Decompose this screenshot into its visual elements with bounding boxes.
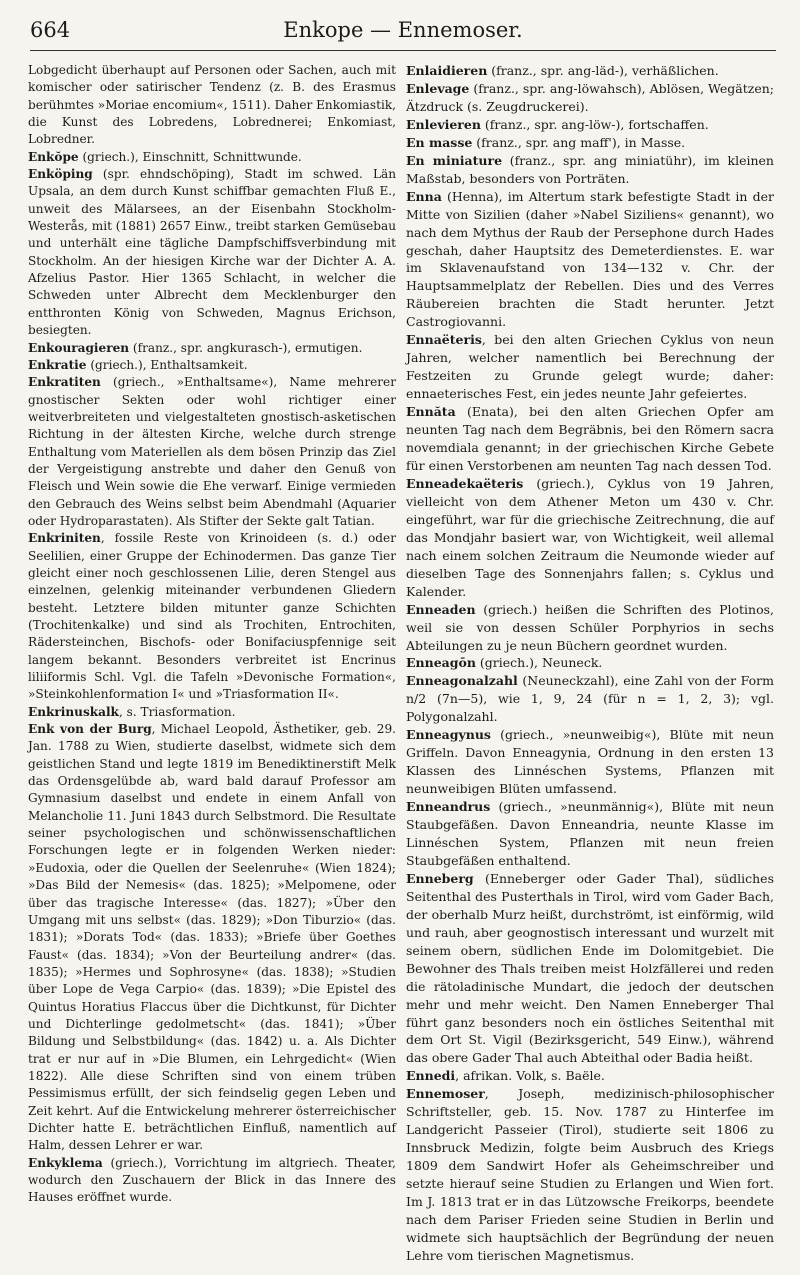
entry-enkouragieren: Enkouragieren (franz., spr. angkurasch-), ermutigen. xyxy=(28,340,363,355)
entry-enkratiten: Enkratiten (griech., »Enthaltsame«), Name mehrerer gnostischer Sekten oder wohl richtiger einer weitverbreiteten und vielgestalteten gnostisch-asketischen Richtung in der ältesten Kirche, welche durch strenge Enthaltung vom Materiellen als dem bösen Prinzip das Ziel der Vergeistigung anstrebte und daher den Genuß von Fleisch und Wein sowie die Ehe verwarf. Einige vermieden den Gebrauch des Weins selbst beim Abendmahl (Aquarier oder Hydroparastaten). Als Stifter der Sekte galt Tatian. xyxy=(28,375,396,528)
entry-enneberg: Enneberg (Enneberger oder Gader Thal), südliches Seitenthal des Pusterthals in Tirol, wird vom Gader Bach, der oberhalb Murz heißt, durchströmt, ist einförmig, wild und rauh, aber geognostisch interessant und wurzelt mit seinem obern, südlichen Ende im Dolomitgebiet. Die Bewohner des Thals treiben meist Holzfällerei und reden die rätoladinische Mundart, die jedoch der deutschen mehr und mehr weicht. Den Namen Enneberger Thal führt ganz besonders noch ein östliches Seitenthal mit dem Ort St. Vigil (Bezirksgericht, 549 Einw.), während das obere Gader Thal auch Abteithal oder Badia heißt. xyxy=(406,870,774,1066)
entry-enlaidieren: Enlaidieren (franz., spr. ang-läd-), verhäßlichen. xyxy=(406,63,719,78)
entry-enkratie: Enkratie (griech.), Enthaltsamkeit. xyxy=(28,357,248,372)
running-head: Enkope — Ennemoser. xyxy=(283,18,523,42)
entry-enk-von-der-burg: Enk von der Burg, Michael Leopold, Ästhetiker, geb. 29. Jan. 1788 zu Wien, studierte daselbst, widmete sich dem geistlichen Stand und legte 1819 im Benediktinerstift Melk das Ordensgelübde ab, ward bald darauf Professor am Gymnasium daselbst und endete in einem Anfall von Melancholie 11. Juni 1843 durch Selbstmord. Die Resultate seiner psychologischen und schönwissenschaftlichen Forschungen legte er in folgenden Werken nieder: »Eudoxia, oder die Quellen der Seelenruhe« (Wien 1824); »Das Bild der Nemesis« (das. 1825); »Melpomene, oder über das tragische Interesse« (das. 1827); »Über den Umgang mit uns selbst« (das. 1829); »Don Tiburzio« (das. 1831); »Dorats Tod« (das. 1833); »Briefe über Goethes Faust« (das. 1834); »Von der Beurteilung andrer« (das. 1835); »Hermes und Sophrosyne« (das. 1838); »Studien über Lope de Vega Carpio« (das. 1839); »Die Epistel des Quintus Horatius Flaccus über die Dichtkunst, für Dichter und Dichterlinge gedolmetscht« (das. 1841); »Über Bildung und Selbstbildung« (das. 1842) u. a. Als Dichter trat er nur auf in »Die Blumen, ein Lehrgedicht« (Wien 1822). Alle diese Schriften sind von einem trüben Pessimismus erfüllt, der sich feindselig gegen Leben und Zeit kehrt. Auf die Entwickelung mehrerer österreichischer Dichter hatte E. beträchtlichen Einfluß, namentlich auf Halm, dessen Lehrer er war. xyxy=(28,722,396,1153)
entry-en-masse: En masse (franz., spr. ang maff'), in Masse. xyxy=(406,134,686,150)
entry-enneagon: Enneagōn (griech.), Neuneck. xyxy=(406,655,603,671)
entry-ennata: Ennăta (Enata), bei den alten Griechen Opfer am neunten Tag nach dem Begräbnis, bei den Römern sacra novemdiala genannt; in der griechischen Kirche Gebete für einen Verstorbenen am neunten Tag nach dessen Tod. xyxy=(406,404,774,473)
page-header xyxy=(30,12,776,51)
right-column xyxy=(406,62,774,1265)
entry-ennedi: Ennedi, afrikan. Volk, s. Baële. xyxy=(406,1068,605,1084)
entry-enna: Enna (Henna), im Altertum stark befestigte Stadt in der Mitte von Sizilien (daher »Nabel Siziliens« genannt), wo nach dem Mythus der Raub der Persephone durch Hades geschah, daher Hauptsitz des Demeterdienstes. E. war im Sklavenaufstand von 134—132 v. Chr. der Hauptsammelplatz der Rebellen. Dies und des Verres Räubereien brachten die Stadt herunter. Jetzt Castrogiovanni. xyxy=(406,188,774,330)
left-column xyxy=(28,62,396,1207)
entry-en-miniature: En miniature (franz., spr. ang miniatühr), im kleinen Maßstab, besonders von Porträten. xyxy=(406,152,774,186)
entry-enneandrus: Enneandrus (griech., »neunmännig«), Blüte mit neun Staubgefäßen. Davon Enneandria, neunte Klasse im Linnéschen System, Pflanzen mit neun freien Staubgefäßen enthaltend. xyxy=(406,799,774,868)
entry-enneaden: Enneaden (griech.) heißen die Schriften des Plotinos, weil sie von dessen Schüler Porphyrios in sechs Abteilungen zu je neun Büchern geordnet wurden. xyxy=(406,601,774,653)
entry-ennemoser: Ennemoser, Joseph, medizinisch-philosophischer Schriftsteller, geb. 15. Nov. 1787 zu Hinterfee im Landgericht Passeier (Tirol), studierte seit 1806 zu Innsbruck Medizin, folgte beim Ausbruch des Kriegs 1809 dem Sandwirt Hofer als Geheimschreiber und setzte hierauf seine Studien zu Erlangen und Wien fort. Im J. 1813 trat er in das Lützowsche Freikorps, beendete nach dem Pariser Frieden seine Studien in Berlin und widmete sich hauptsächlich der Begründung der neuen Lehre vom tierischen Magnetismus. xyxy=(406,1086,774,1263)
entry-enneagonalzahl: Enneagonalzahl (Neuneckzahl), eine Zahl von der Form n/2 (7n—5), wie 1, 9, 24 (für n = 1, 2, 3); vgl. Polygonalzahl. xyxy=(406,673,774,725)
entry-continuation: Lobgedicht überhaupt auf Personen oder Sachen, auch mit komischer oder satirischer Tendenz (z. B. des Erasmus berühmtes »Moriae encomium«, 1511). Daher Enkomiastik, die Kunst des Lobredens, Lobrednerei; Enkomiast, Lobredner. xyxy=(28,63,396,147)
entry-enneagynus: Enneagynus (griech., »neunweibig«), Blüte mit neun Griffeln. Davon Enneagynia, Ordnung in den ersten 13 Klassen des Linnéschen Systems, Pflanzen mit neunweibigen Blüten umfassend. xyxy=(406,727,774,797)
entry-enkrinuskalk: Enkrinuskalk, s. Triasformation. xyxy=(28,704,236,719)
entry-enneadekaeteris: Enneadekaëteris (griech.), Cyklus von 19 Jahren, vielleicht von dem Athener Meton um 430 v. Chr. eingeführt, war für die griechische Zeitrechnung, die auf das Mondjahr basiert war, von Wichtigkeit, weil allemal nach einem solchen Zeitraum die Neumonde wieder auf dieselben Tage des Sonnenjahrs fallen; s. Cyklus und Kalender. xyxy=(406,475,774,599)
entry-enkope: Enkŏpe (griech.), Einschnitt, Schnittwunde. xyxy=(28,149,302,164)
page-number: 664 xyxy=(30,18,71,42)
entry-enkyklema: Enkyklema (griech.), Vorrichtung im altgriech. Theater, wodurch den Zuschauern der Blick in das Innere des Hauses eröffnet wurde. xyxy=(28,1155,396,1205)
entry-enkoeping: Enköping (spr. ehndschöping), Stadt im schwed. Län Upsala, an dem durch Kunst schiffbar gemachten Fluß E., unweit des Mälarsees, an der Eisenbahn Stockholm-Westerås, mit (1881) 2657 Einw., treibt starken Gemüsebau und unterhält eine tägliche Dampfschiffsverbindung mit Stockholm. An der hiesigen Kirche war der Dichter A. A. Afzelius Pastor. Hier 1365 Schlacht, in welcher die Schweden unter Albrecht dem Mecklenburger den entthronten König von Schweden, Magnus Erichson, besiegten. xyxy=(28,167,396,338)
entry-enlevage: Enlevage (franz., spr. ang-löwahsch), Ablösen, Wegätzen; Ätzdruck (s. Zeugdruckerei). xyxy=(406,80,774,114)
entry-ennaeteris: Ennaëteris, bei den alten Griechen Cyklus von neun Jahren, welcher namentlich bei Berechnung der Festzeiten zu Grunde gelegt wurde; daher: ennaeterisches Fest, ein jedes neunte Jahr gefeiertes. xyxy=(406,332,774,402)
entry-enkriniten: Enkriniten, fossile Reste von Krinoideen (s. d.) oder Seelilien, einer Gruppe der Echinodermen. Das ganze Tier gleicht einer noch geschlossenen Lilie, deren Stengel aus einzelnen, gelenkig miteinander verbundenen Gliedern besteht. Letztere bilden mitunter ganze Schichten (Trochitenkalke) und sind als Trochiten, Entrochiten, Rädersteinchen, Bischofs- oder Bonifaciuspfennige seit langem bekannt. Besonders verbreitet ist Encrinus liliiformis Schl. Vgl. die Tafeln »Devonische Formation«, »Steinkohlenformation I« und »Triasformation II«. xyxy=(28,531,396,702)
entry-enlevieren: Enlevieren (franz., spr. ang-löw-), fortschaffen. xyxy=(406,116,709,132)
